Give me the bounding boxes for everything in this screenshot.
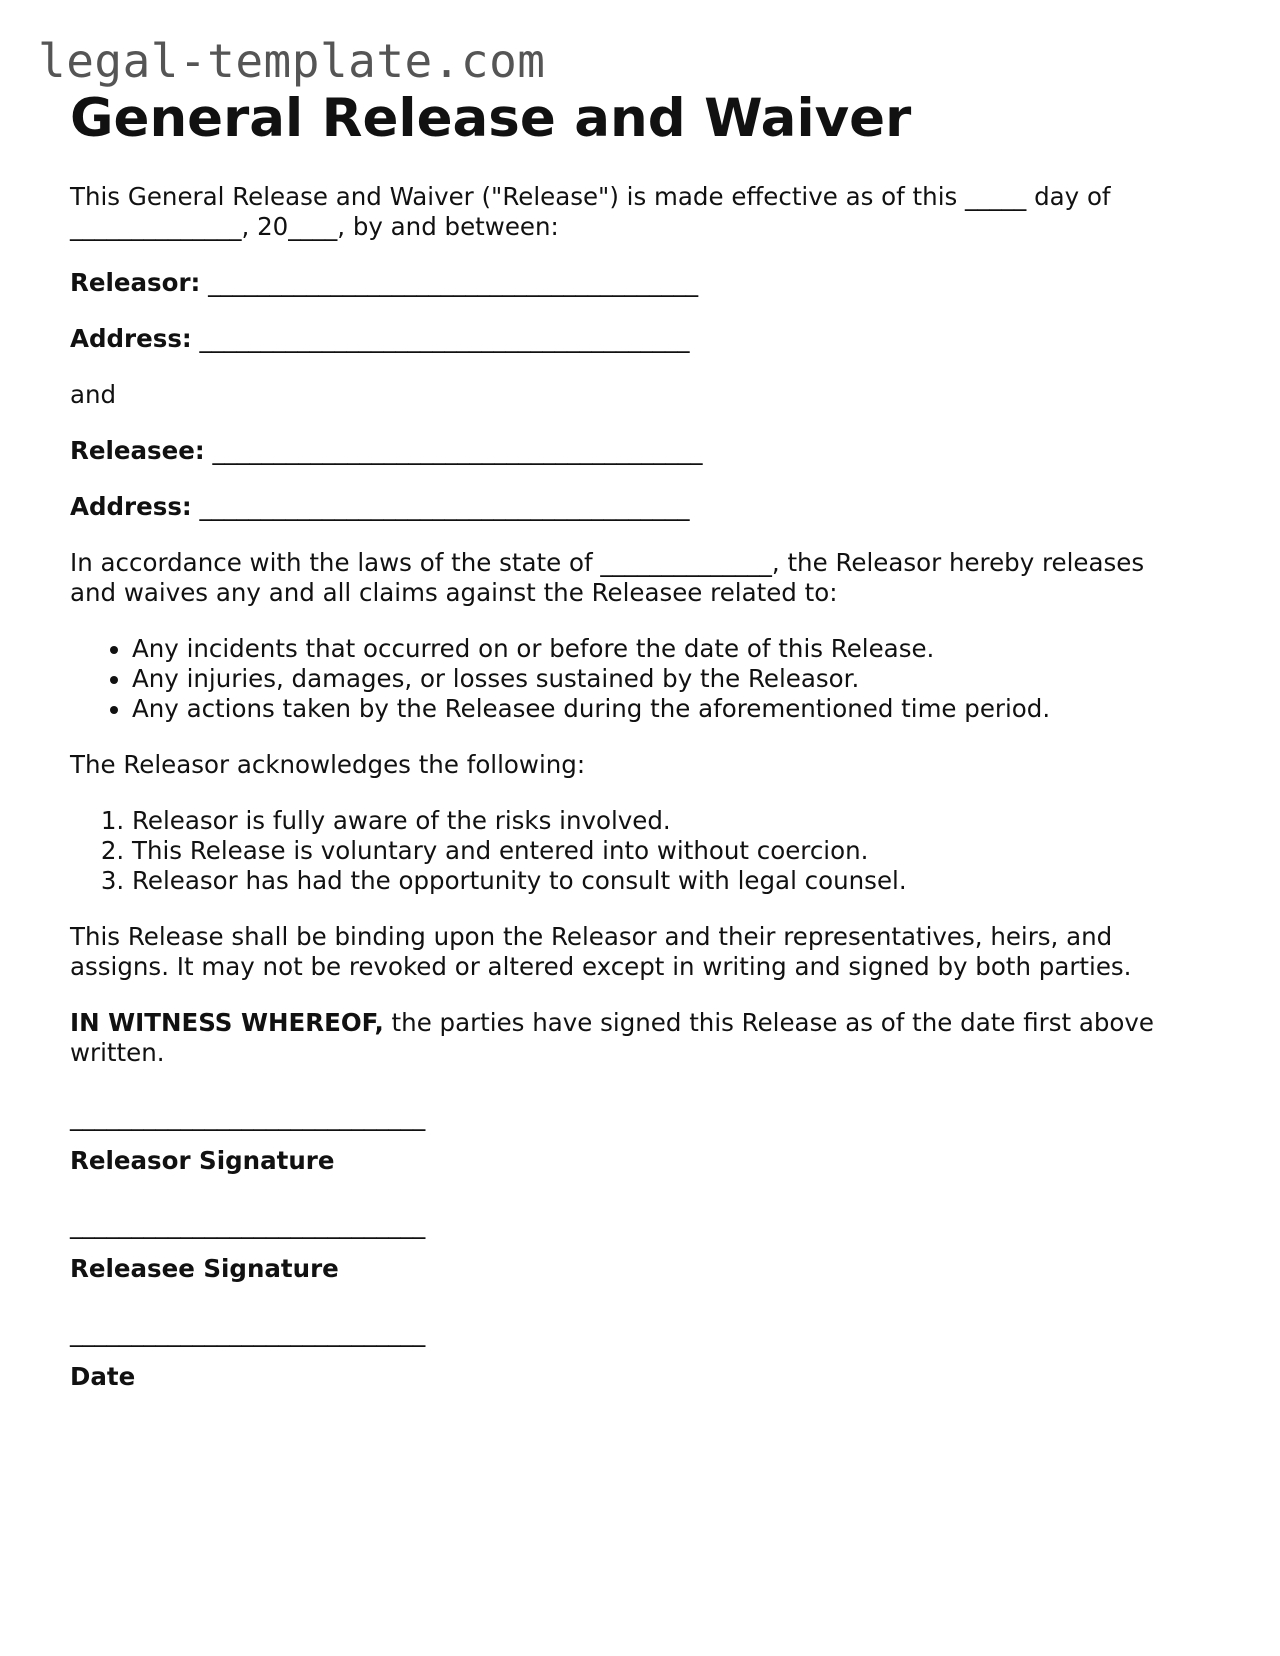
witness-text: the parties have signed this Release as of the date first above written.: [70, 1008, 1154, 1067]
releasee-signature-label: Releasee Signature: [70, 1254, 339, 1283]
releasee-field: [70, 436, 1190, 466]
releasee-signature-line: _____________________________: [70, 1210, 426, 1239]
claims-list: [70, 634, 1190, 724]
witness-paragraph: [70, 1008, 1190, 1068]
claim-item: • Any incidents that occurred on or before the date of this Release.: [132, 634, 1190, 664]
releasee-label: Releasee:: [70, 436, 205, 465]
releasor-blank: ________________________________________: [208, 268, 699, 297]
releasee-address-label: Address:: [70, 492, 192, 521]
acknowledgement-item: 2. This Release is voluntary and entered into without coercion.: [132, 836, 1190, 866]
releasor-address-blank: ________________________________________: [199, 324, 690, 353]
acknowledges-intro: The Releasor acknowledges the following:: [70, 750, 586, 779]
binding-paragraph: This Release shall be binding upon the Releasor and their representatives, heirs, and assigns. It may not be revoked or altered except in writing and signed by both parties.: [70, 922, 1132, 981]
intro-paragraph: This General Release and Waiver ("Release") is made effective as of this _____ day of ______________, 20____, by and between:: [70, 182, 1111, 241]
acknowledgement-item: 1. Releasor is fully aware of the risks involved.: [132, 806, 1190, 836]
date-line: _____________________________: [70, 1318, 426, 1347]
acknowledgement-item: 3. Releasor has had the opportunity to consult with legal counsel.: [132, 866, 1190, 896]
releasor-address-field: [70, 324, 1190, 354]
claim-item: • Any actions taken by the Releasee during the aforementioned time period.: [132, 694, 1190, 724]
releasor-signature-label: Releasor Signature: [70, 1146, 335, 1175]
releasee-address-blank: ________________________________________: [199, 492, 690, 521]
document-title: General Release and Waiver: [70, 88, 912, 149]
acknowledgements-list: [70, 806, 1190, 896]
releasee-blank: ________________________________________: [212, 436, 703, 465]
claim-item: • Any injuries, damages, or losses sustained by the Releasor.: [132, 664, 1190, 694]
releasor-address-label: Address:: [70, 324, 192, 353]
date-label: Date: [70, 1362, 136, 1391]
releasor-field: [70, 268, 1190, 298]
document-page: [70, 84, 1190, 1426]
releasor-signature-line: _____________________________: [70, 1102, 426, 1131]
witness-lead: IN WITNESS WHEREOF,: [70, 1008, 384, 1037]
site-watermark: legal-template.com: [38, 34, 546, 88]
and-text: and: [70, 380, 117, 409]
accordance-paragraph: In accordance with the laws of the state of ______________, the Releasor hereby releases and waives any and all claims against the Releasee related to:: [70, 548, 1145, 607]
releasor-label: Releasor:: [70, 268, 201, 297]
signature-block: [70, 1102, 1190, 1392]
releasee-address-field: [70, 492, 1190, 522]
